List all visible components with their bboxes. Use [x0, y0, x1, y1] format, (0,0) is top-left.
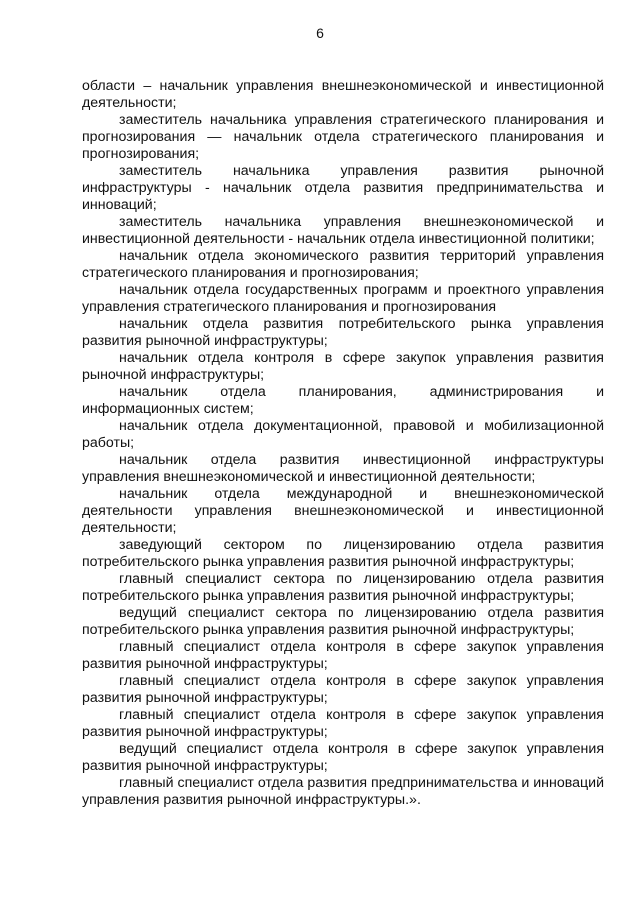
paragraph: начальник отдела экономического развития территорий управления стратегического планирования и прогнозирования;: [82, 248, 604, 281]
paragraph: начальник отдела международной и внешнеэкономической деятельности управления внешнеэкономической и инвестиционной деятельности;: [82, 486, 604, 536]
paragraph: ведущий специалист сектора по лицензированию отдела развития потребительского рынка управления развития рыночной инфраструктуры;: [82, 605, 604, 638]
paragraph: начальник отдела документационной, правовой и мобилизационной работы;: [82, 418, 604, 451]
paragraph: начальник отдела планирования, администрирования и информационных систем;: [82, 384, 604, 417]
paragraph: ведущий специалист отдела контроля в сфере закупок управления развития рыночной инфраструктуры;: [82, 741, 604, 774]
paragraph: начальник отдела контроля в сфере закупок управления развития рыночной инфраструктуры;: [82, 350, 604, 383]
paragraph: главный специалист сектора по лицензированию отдела развития потребительского рынка управления развития рыночной инфраструктуры;: [82, 571, 604, 604]
paragraph: заместитель начальника управления внешнеэкономической и инвестиционной деятельности - начальник отдела инвестиционной политики;: [82, 214, 604, 247]
paragraph: главный специалист отдела контроля в сфере закупок управления развития рыночной инфраструктуры;: [82, 673, 604, 706]
paragraph: начальник отдела развития потребительского рынка управления развития рыночной инфраструктуры;: [82, 316, 604, 349]
page-number: 6: [316, 25, 324, 41]
paragraph: начальник отдела развития инвестиционной инфраструктуры управления внешнеэкономической и инвестиционной деятельности;: [82, 452, 604, 485]
paragraph: главный специалист отдела развития предпринимательства и инноваций управления развития рыночной инфраструктуры.».: [82, 775, 604, 808]
paragraph: заместитель начальника управления стратегического планирования и прогнозирования — начальник отдела стратегического планирования и прогнозирования;: [82, 112, 604, 162]
paragraph: заместитель начальника управления развития рыночной инфраструктуры - начальник отдела развития предпринимательства и инноваций;: [82, 163, 604, 213]
paragraph: начальник отдела государственных программ и проектного управления управления стратегического планирования и прогнозирования: [82, 282, 604, 315]
paragraph: главный специалист отдела контроля в сфере закупок управления развития рыночной инфраструктуры;: [82, 639, 604, 672]
paragraph: заведующий сектором по лицензированию отдела развития потребительского рынка управления развития рыночной инфраструктуры;: [82, 537, 604, 570]
paragraph: главный специалист отдела контроля в сфере закупок управления развития рыночной инфраструктуры;: [82, 707, 604, 740]
document-body: [82, 78, 604, 809]
paragraph: области – начальник управления внешнеэкономической и инвестиционной деятельности;: [82, 78, 604, 111]
